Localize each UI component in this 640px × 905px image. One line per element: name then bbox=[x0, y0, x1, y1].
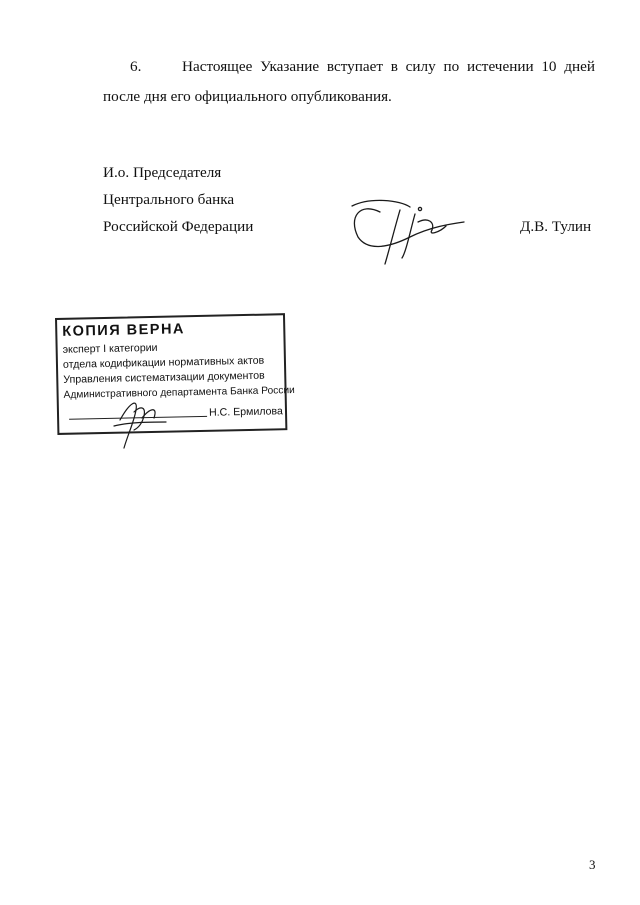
stamp-name: Н.С. Ермилова bbox=[208, 405, 284, 419]
paragraph-text-line2: после дня его официального опубликования. bbox=[103, 88, 392, 105]
signatory-title-line1: И.о. Председателя bbox=[103, 164, 222, 181]
stamp-line3: Управления систематизации документов bbox=[63, 369, 265, 386]
stamp-handwritten-signature bbox=[110, 392, 170, 452]
signatory-title-line3: Российской Федерации bbox=[103, 218, 254, 235]
handwritten-signature bbox=[340, 192, 470, 272]
stamp-line2: отдела кодификации нормативных актов bbox=[62, 354, 265, 371]
paragraph-number: 6. bbox=[130, 58, 142, 75]
stamp-line4: Административного департамента Банка России bbox=[63, 384, 295, 401]
signatory-title-line2: Центрального банка bbox=[103, 191, 235, 208]
page-number: 3 bbox=[589, 857, 596, 872]
stamp-title: КОПИЯ ВЕРНА bbox=[62, 321, 186, 340]
paragraph-text-line1: Настоящее Указание вступает в силу по истечении 10 дней bbox=[182, 58, 595, 75]
stamp-line1: эксперт I категории bbox=[62, 341, 158, 356]
signatory-name: Д.В. Тулин bbox=[520, 218, 592, 235]
copy-certified-stamp bbox=[55, 313, 295, 435]
